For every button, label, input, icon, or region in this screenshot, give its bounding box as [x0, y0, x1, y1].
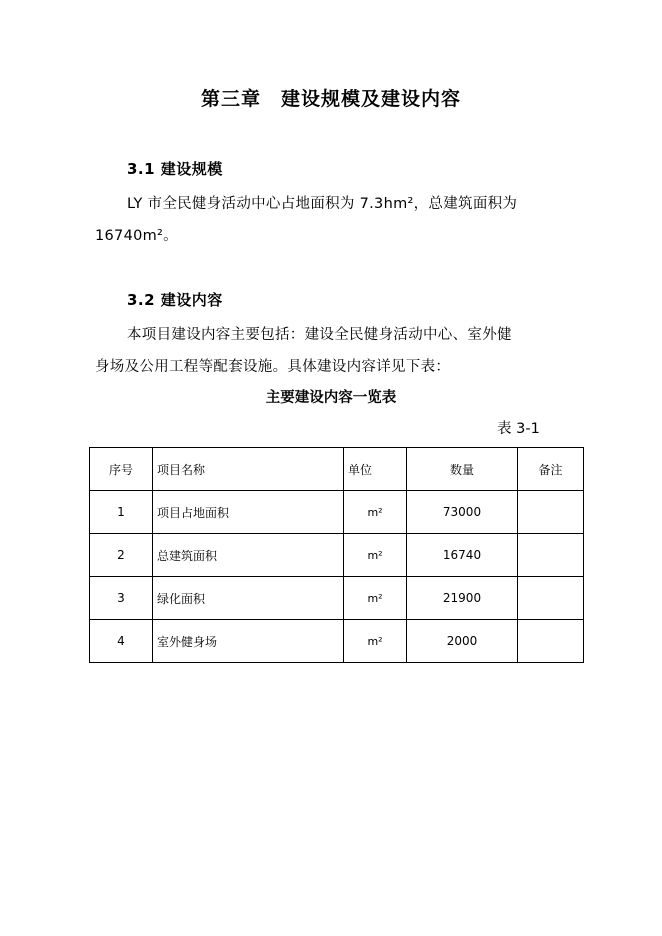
- cell-unit: m²: [344, 620, 407, 663]
- cell-quantity: 21900: [407, 577, 518, 620]
- content-paragraph-line-2: 身场及公用工程等配套设施。具体建设内容详见下表：: [95, 359, 451, 375]
- header-no: 序号: [90, 448, 153, 491]
- header-note: 备注: [518, 448, 584, 491]
- table-row: [90, 577, 584, 620]
- cell-no: 4: [90, 620, 153, 663]
- scale-paragraph-line-1: LY 市全民健身活动中心占地面积为 7.3hm²，总建筑面积为: [127, 196, 518, 212]
- chapter-title: 第三章 建设规模及建设内容: [200, 88, 461, 110]
- table-number: 表 3-1: [497, 421, 540, 437]
- cell-no: 2: [90, 534, 153, 577]
- cell-note: [518, 577, 584, 620]
- cell-no: 3: [90, 577, 153, 620]
- cell-note: [518, 534, 584, 577]
- cell-no: 1: [90, 491, 153, 534]
- cell-unit: m²: [344, 491, 407, 534]
- section-heading-content: 3.2 建设内容: [127, 291, 223, 309]
- table-row: [90, 620, 584, 663]
- cell-name: 绿化面积: [153, 577, 344, 620]
- cell-quantity: 73000: [407, 491, 518, 534]
- cell-unit: m²: [344, 534, 407, 577]
- table-row: [90, 534, 584, 577]
- section-heading-scale: 3.1 建设规模: [127, 160, 223, 178]
- construction-content-table: [89, 447, 584, 663]
- scale-paragraph-line-2: 16740m²。: [95, 228, 178, 244]
- cell-name: 项目占地面积: [153, 491, 344, 534]
- cell-note: [518, 491, 584, 534]
- cell-quantity: 16740: [407, 534, 518, 577]
- cell-name: 总建筑面积: [153, 534, 344, 577]
- header-unit: 单位: [344, 448, 407, 491]
- table-caption: 主要建设内容一览表: [265, 390, 397, 406]
- cell-unit: m²: [344, 577, 407, 620]
- header-quantity: 数量: [407, 448, 518, 491]
- table-row: [90, 491, 584, 534]
- content-paragraph-line-1: 本项目建设内容主要包括：建设全民健身活动中心、室外健: [127, 327, 512, 343]
- table-header-row: [90, 448, 584, 491]
- cell-note: [518, 620, 584, 663]
- cell-quantity: 2000: [407, 620, 518, 663]
- header-name: 项目名称: [153, 448, 344, 491]
- cell-name: 室外健身场: [153, 620, 344, 663]
